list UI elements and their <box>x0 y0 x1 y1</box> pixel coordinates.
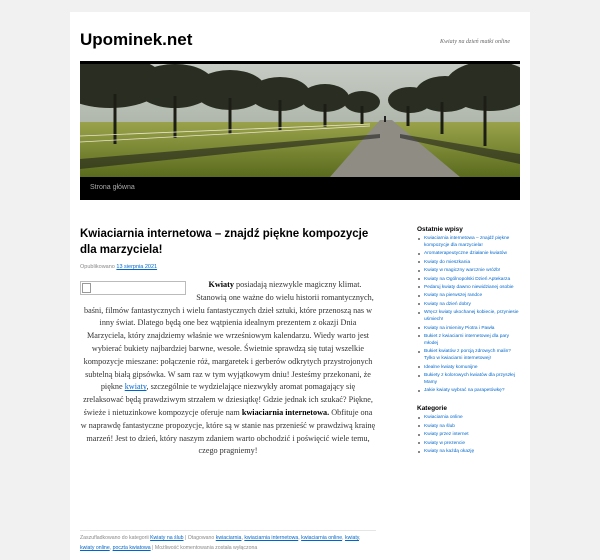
recent-posts-title: Ostatnie wpisy <box>417 226 463 233</box>
recent-post-link[interactable]: Bukiet kwiatów z porcją zdrowych malin? Tylko w kwiaciarni internetowej! <box>417 348 521 362</box>
recent-post-link[interactable]: Idealne kwiaty komunijne <box>417 364 521 371</box>
broken-image-placeholder <box>80 281 186 295</box>
post-text-3: Obfituje ona w naprawdę fantastyczne propozycje, które są w stanie nas przenieść w prawdziwą krainę marzeń! Jest to dzień, który naszym zdaniem warto obchodzić i poświęcić wiele temu, czego pragniemy! <box>80 407 376 456</box>
footer-tag-link[interactable]: poczta kwiatowa <box>112 545 151 551</box>
nav-item-home[interactable]: Strona główna <box>90 184 135 191</box>
footer-tag-link[interactable]: kwiaciarnia internetowa <box>244 535 299 541</box>
category-link[interactable]: Kwiaty przez internet <box>417 431 521 438</box>
post-meta <box>80 264 376 270</box>
footer-tag-link[interactable]: kwiaty online <box>80 545 110 551</box>
post-footer-meta: Zaszufladkowano do kategorii Kwiaty na ślub | Otagowano kwiaciarnia, kwiaciarnia internetowa, kwiaciarnia online, kwiaty, kwiaty online, poczta kwiatowa | Możliwość komentowania została wyłączona <box>80 530 376 553</box>
category-link[interactable]: Kwiaciarnia online <box>417 414 521 421</box>
recent-post-link[interactable]: Kwiaty w magiczny warcznie wróżb! <box>417 267 521 274</box>
recent-post-link[interactable]: Kwiaty na imieniny Piotra i Pawła <box>417 325 521 332</box>
footer-category-link[interactable]: Kwiaty na ślub <box>150 535 184 541</box>
sidebar <box>417 226 521 456</box>
footer-suffix: | Możliwość komentowania została wyłączona <box>150 545 258 551</box>
recent-posts-widget <box>417 226 521 394</box>
post-title[interactable]: Kwiaciarnia internetowa – znajdź piękne kompozycje dla marzyciela! <box>80 228 369 256</box>
recent-post-link[interactable]: Aromaterapeutyczne działanie kwiatów <box>417 250 521 257</box>
broken-image-icon <box>82 283 91 293</box>
footer-tag-link[interactable]: kwiaciarnia <box>215 535 242 541</box>
main-content <box>80 222 376 458</box>
recent-post-link[interactable]: Bukiety z kolorowych kwiatów dla przyszłej Mamy <box>417 372 521 386</box>
footer-tags-prefix: | Otagowano <box>183 535 215 541</box>
category-link[interactable]: Kwiaty w prezencie <box>417 440 521 447</box>
recent-post-link[interactable]: Jakie kwiaty wybrać na parapetówkę? <box>417 387 521 394</box>
recent-post-link[interactable]: Kwiaciarnia internetowa – znajdź piękne kompozycje dla marzyciela! <box>417 235 521 249</box>
categories-title: Kategorie <box>417 405 447 413</box>
category-link[interactable]: Kwiaty na każdą okazję <box>417 448 521 455</box>
footer-tag-link[interactable]: kwiaciarnia online <box>301 535 343 541</box>
recent-post-link[interactable]: Wręcz kwiaty ukochanej kobiecie, przyniesie uśmiech! <box>417 309 521 323</box>
recent-post-link[interactable]: Pedaruj kwiaty dawno niewidzianej osobie <box>417 284 521 291</box>
site-description: Kwiaty na dzień matki online <box>440 39 510 45</box>
categories-widget <box>417 405 521 455</box>
recent-post-link[interactable]: Kwiaty do mieszkania <box>417 259 521 266</box>
post-body <box>80 279 376 458</box>
page-wrapper <box>70 12 530 560</box>
recent-post-link[interactable]: Kwiaty na Ogólnopolski Dzień Aptekarza <box>417 276 521 283</box>
post-meta-prefix: Opublikowano <box>80 264 115 270</box>
footer-prefix: Zaszufladkowano do kategorii <box>80 535 149 541</box>
recent-post-link[interactable]: Kwiaty na dzień dobry <box>417 301 521 308</box>
categories-list <box>417 414 521 455</box>
site-title[interactable]: Upominek.net <box>80 30 193 49</box>
footer-tag-link[interactable]: kwiaty <box>344 535 360 541</box>
post-date-link[interactable]: 13 sierpnia 2021 <box>116 264 158 270</box>
post-bold-kwiaciarnia: kwiaciarnia internetowa. <box>241 407 330 417</box>
post-bold-kwiaty: Kwiaty <box>208 280 234 289</box>
post-link-kwiaty[interactable]: kwiaty <box>124 382 147 392</box>
category-link[interactable]: Kwiaty na ślub <box>417 423 521 430</box>
main-navigation <box>80 177 520 200</box>
recent-post-link[interactable]: Bukiet z kwiaciarni internetowej dla pary młodej <box>417 333 521 347</box>
recent-posts-list <box>417 235 521 394</box>
post-text-1: posiadają niezwykle magiczny klimat. Stanowią one ważne do wielu historii romantycznych, baśni, filmów fantastycznych i wielu fantastycznych dzieł sztuki, które przenoszą nas w inny świat. Dlatego będą one bez wątpienia idealnym prezentem z okazji Dnia Marzyciela, który znajdziemy właśnie we wrześniowym kalendarzu. Wiedy warto jest wybierać bukiety najbardziej barwne, wesołe. Świetnie sprawdzą się tutaj wszelkie kompozycje mieszane: połączenie róż, margaretek i gerberów odkrytych przystrojonych subtelną białą gipsówka. W sam raz w tym wyjątkowym dniu! Jesteśmy przekonani, że piękne <box>83 280 374 392</box>
header-banner-image <box>80 64 520 177</box>
recent-post-link[interactable]: Kwiaty na pierwszej randce <box>417 292 521 299</box>
post-text-2: , szczególnie te wydzielające niezwykły aromat pomagający się zrelaksować będą prawdziwym strzałem w dziesiątkę! Gdzie jednak ich szukać? Piękne, świeże i nietuzinkowe kompozycje oferuje nam <box>83 382 373 417</box>
